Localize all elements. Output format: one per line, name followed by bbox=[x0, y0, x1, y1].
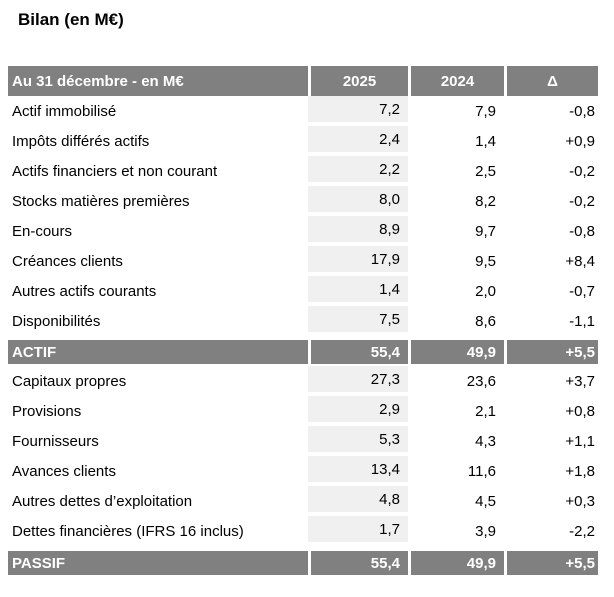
row-value-delta: +0,9 bbox=[565, 132, 595, 150]
row-value-delta: +8,4 bbox=[565, 252, 595, 270]
table-row bbox=[8, 516, 598, 546]
row-label: Fournisseurs bbox=[12, 432, 99, 450]
header-delta-icon: Δ bbox=[504, 66, 598, 96]
row-value-2024: 2,0 bbox=[475, 282, 496, 300]
row-value-2024: 11,6 bbox=[467, 462, 496, 480]
row-value-2025: 17,9 bbox=[308, 246, 408, 276]
row-label: Actif immobilisé bbox=[12, 102, 117, 120]
row-value-2024: 1,4 bbox=[475, 132, 496, 150]
row-value-delta: +1,1 bbox=[565, 432, 595, 450]
row-value-2025: 4,8 bbox=[308, 486, 408, 516]
row-value-2024: 9,7 bbox=[475, 222, 496, 240]
row-label: Disponibilités bbox=[12, 312, 101, 330]
header-label: Au 31 décembre - en M€ bbox=[8, 66, 308, 96]
table-row bbox=[8, 96, 598, 126]
row-label: Actifs financiers et non courant bbox=[12, 162, 218, 180]
row-value-delta: +1,8 bbox=[565, 462, 595, 480]
row-value-delta: -0,8 bbox=[569, 102, 595, 120]
row-value-2024: 3,9 bbox=[475, 522, 496, 540]
row-value-2024: 2,1 bbox=[475, 402, 496, 420]
row-value-2024: 49,9 bbox=[408, 340, 504, 364]
row-value-2025: 8,9 bbox=[308, 216, 408, 246]
row-value-2025: 55,4 bbox=[308, 340, 408, 364]
row-value-delta: +5,5 bbox=[504, 340, 598, 364]
row-label: Provisions bbox=[12, 402, 82, 420]
row-label: PASSIF bbox=[8, 551, 308, 575]
balance-sheet-table bbox=[8, 66, 598, 575]
row-value-delta: -2,2 bbox=[569, 522, 595, 540]
row-label: Avances clients bbox=[12, 462, 116, 480]
table-row bbox=[8, 366, 598, 396]
table-row bbox=[8, 426, 598, 456]
table-header-row bbox=[8, 66, 598, 96]
row-value-2025: 1,7 bbox=[308, 516, 408, 546]
row-value-delta: -0,7 bbox=[569, 282, 595, 300]
row-value-2025: 7,2 bbox=[308, 96, 408, 126]
header-year-2024: 2024 bbox=[408, 66, 504, 96]
table-row bbox=[8, 306, 598, 336]
row-label: Autres dettes d’exploitation bbox=[12, 492, 193, 510]
row-value-2024: 7,9 bbox=[475, 102, 496, 120]
row-value-2024: 9,5 bbox=[475, 252, 496, 270]
row-value-2025: 8,0 bbox=[308, 186, 408, 216]
row-value-2024: 8,6 bbox=[475, 312, 496, 330]
row-label: ACTIF bbox=[8, 340, 308, 364]
row-value-2025: 2,4 bbox=[308, 126, 408, 156]
row-value-2025: 1,4 bbox=[308, 276, 408, 306]
table-total-row bbox=[8, 551, 598, 575]
row-value-delta: -0,2 bbox=[569, 192, 595, 210]
row-value-2024: 23,6 bbox=[466, 372, 496, 390]
row-value-2025: 2,9 bbox=[308, 396, 408, 426]
row-value-2025: 2,2 bbox=[308, 156, 408, 186]
row-value-2025: 13,4 bbox=[308, 456, 408, 486]
row-value-2025: 55,4 bbox=[308, 551, 408, 575]
page-title: Bilan (en M€) bbox=[18, 10, 124, 29]
table-row bbox=[8, 276, 598, 306]
row-label: Autres actifs courants bbox=[12, 282, 157, 300]
table-row bbox=[8, 456, 598, 486]
table-row bbox=[8, 216, 598, 246]
row-value-2025: 7,5 bbox=[308, 306, 408, 336]
row-value-delta: -0,8 bbox=[569, 222, 595, 240]
row-value-delta: -0,2 bbox=[569, 162, 595, 180]
row-value-delta: +3,7 bbox=[565, 372, 595, 390]
row-label: Capitaux propres bbox=[12, 372, 127, 390]
row-value-delta: -1,1 bbox=[569, 312, 595, 330]
row-value-2024: 2,5 bbox=[475, 162, 496, 180]
header-year-2025: 2025 bbox=[308, 66, 408, 96]
row-value-2024: 4,5 bbox=[475, 492, 496, 510]
row-value-2024: 8,2 bbox=[475, 192, 496, 210]
table-total-row bbox=[8, 340, 598, 364]
row-label: Stocks matières premières bbox=[12, 192, 190, 210]
row-label: Créances clients bbox=[12, 252, 123, 270]
row-value-delta: +5,5 bbox=[504, 551, 598, 575]
row-value-2025: 5,3 bbox=[308, 426, 408, 456]
table-row bbox=[8, 156, 598, 186]
row-value-2025: 27,3 bbox=[308, 366, 408, 396]
row-value-2024: 4,3 bbox=[475, 432, 496, 450]
table-row bbox=[8, 246, 598, 276]
row-label: Dettes financières (IFRS 16 inclus) bbox=[12, 522, 244, 540]
row-value-delta: +0,3 bbox=[565, 492, 595, 510]
table-row bbox=[8, 186, 598, 216]
table-row bbox=[8, 396, 598, 426]
row-value-2024: 49,9 bbox=[408, 551, 504, 575]
row-label: En-cours bbox=[12, 222, 73, 240]
table-row bbox=[8, 126, 598, 156]
row-value-delta: +0,8 bbox=[565, 402, 595, 420]
table-row bbox=[8, 486, 598, 516]
row-label: Impôts différés actifs bbox=[12, 132, 150, 150]
